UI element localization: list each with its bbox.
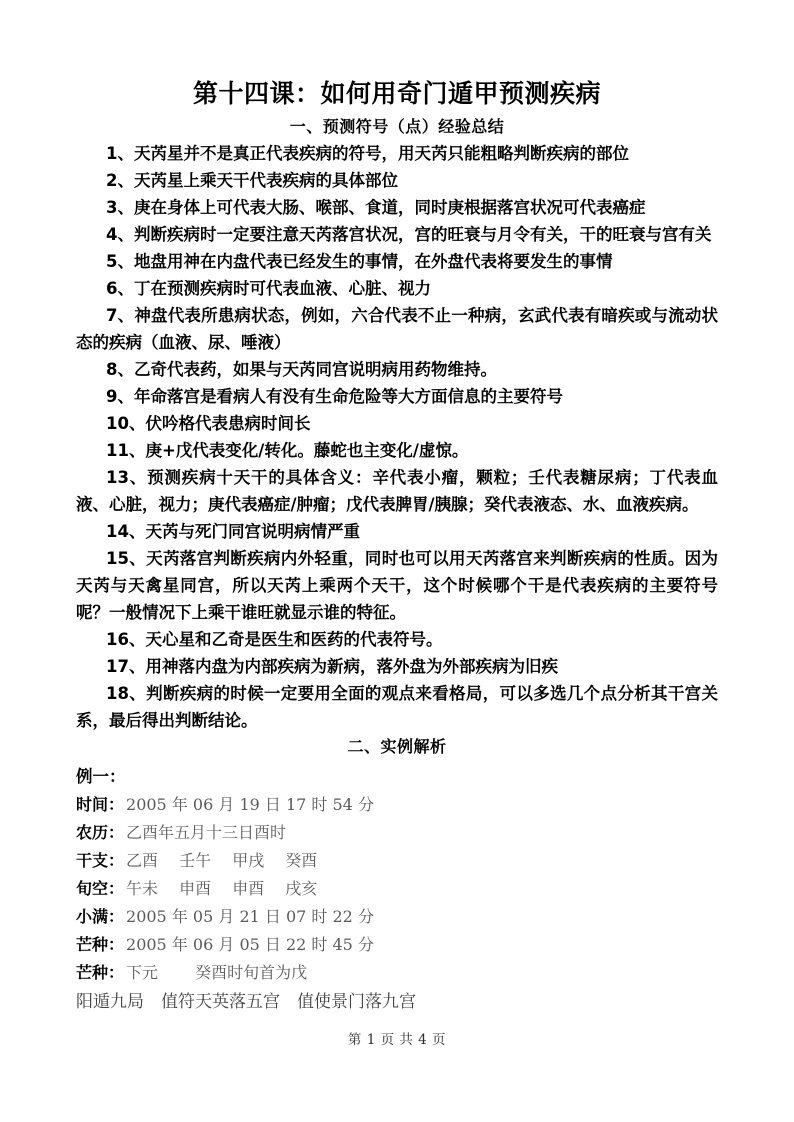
list-item: 5、地盘用神在内盘代表已经发生的事情，在外盘代表将要发生的事情 xyxy=(106,252,613,271)
row-value: 2005 年 06 月 05 日 22 时 45 分 xyxy=(126,935,374,954)
list-item: 15、天芮落宫判断疾病内外轻重，同时也可以用天芮落宫来判断疾病的性质。因为天芮与天禽星同宫，所以天芮上乘两个天干，这个时候哪个干是代表疾病的主要符号呢？一般情况下上乘干谁旺就显示谁的特征。 xyxy=(76,549,718,622)
row-label: 时间： xyxy=(76,795,125,814)
row-label: 旬空： xyxy=(76,879,125,898)
page-title: 第十四课：如何用奇门遁甲预测疾病 xyxy=(192,79,601,108)
list-item: 17、用神落内盘为内部疾病为新病，落外盘为外部疾病为旧疾 xyxy=(106,657,558,676)
example-block xyxy=(76,763,718,1017)
page-content xyxy=(76,76,718,1017)
section-heading-one: 一、预测符号（点）经验总结 xyxy=(289,117,505,136)
list-item: 10、伏吟格代表患病时间长 xyxy=(106,414,311,433)
example-row-xunkong xyxy=(76,875,718,903)
example-row-lunar xyxy=(76,819,718,847)
list-item: 2、天芮星上乘天干代表疾病的具体部位 xyxy=(106,171,398,190)
example-row-ganzhi xyxy=(76,847,718,875)
example-row-xiaoman xyxy=(76,903,718,931)
list-item: 9、年命落宫是看病人有没有生命危险等大方面信息的主要符号 xyxy=(106,387,563,406)
row-label: 芒种： xyxy=(76,935,125,954)
list-item: 8、乙奇代表药，如果与天芮同宫说明病用药物维持。 xyxy=(106,360,497,379)
example-row-mangzhong-date xyxy=(76,931,718,959)
row-value: 乙酉年五月十三日酉时 xyxy=(126,823,287,842)
list-item: 1、天芮星并不是真正代表疾病的符号，用天芮只能粗略判断疾病的部位 xyxy=(106,144,629,163)
row-value: 乙酉 壬午 甲戌 癸酉 xyxy=(126,851,318,870)
row-value: 午未 申酉 申酉 戌亥 xyxy=(126,879,318,898)
example-row-time xyxy=(76,791,718,819)
list-item: 16、天心星和乙奇是医生和医药的代表符号。 xyxy=(106,630,443,649)
row-value: 2005 年 05 月 21 日 07 时 22 分 xyxy=(126,907,374,926)
example-chart-line: 阳遁九局 值符天英落五宫 值使景门落九宫 xyxy=(76,992,416,1012)
list-item: 14、天芮与死门同宫说明病情严重 xyxy=(106,522,360,541)
section-heading-two: 二、实例解析 xyxy=(347,737,447,756)
list-item: 7、神盘代表所患病状态，例如，六合代表不止一种病，玄武代表有暗疾或与流动状态的疾病（血液、尿、唾液） xyxy=(76,306,718,352)
row-label: 干支： xyxy=(76,851,125,870)
row-label: 小满： xyxy=(76,907,125,926)
row-value: 2005 年 06 月 19 日 17 时 54 分 xyxy=(126,795,374,814)
list-item: 13、预测疾病十天干的具体含义：辛代表小瘤，颗粒；壬代表糖尿病；丁代表血液、心脏，视力；庚代表癌症/肿瘤；戊代表脾胃/胰腺；癸代表液态、水、血液疾病。 xyxy=(76,468,718,514)
list-item: 11、庚+戊代表变化/转化。藤蛇也主变化/虚惊。 xyxy=(106,441,469,460)
list-item: 3、庚在身体上可代表大肠、喉部、食道，同时庚根据落宫状况可代表癌症 xyxy=(106,198,646,217)
list-item: 6、丁在预测疾病时可代表血液、心脏、视力 xyxy=(106,279,431,298)
example-label: 例一： xyxy=(76,767,126,786)
row-label: 芒种： xyxy=(76,963,125,982)
row-label: 农历： xyxy=(76,823,125,842)
example-row-mangzhong-yuan xyxy=(76,959,718,987)
list-item: 18、判断疾病的时候一定要用全面的观点来看格局，可以多选几个点分析其干宫关系，最后得出判断结论。 xyxy=(76,684,718,730)
list-item: 4、判断疾病时一定要注意天芮落宫状况，宫的旺衰与月令有关，干的旺衰与宫有关 xyxy=(106,225,712,244)
experience-summary-list xyxy=(76,140,718,734)
page-footer: 第 1 页 共 4 页 xyxy=(347,1032,447,1048)
row-value: 下元 癸酉时旬首为戊 xyxy=(126,963,308,982)
